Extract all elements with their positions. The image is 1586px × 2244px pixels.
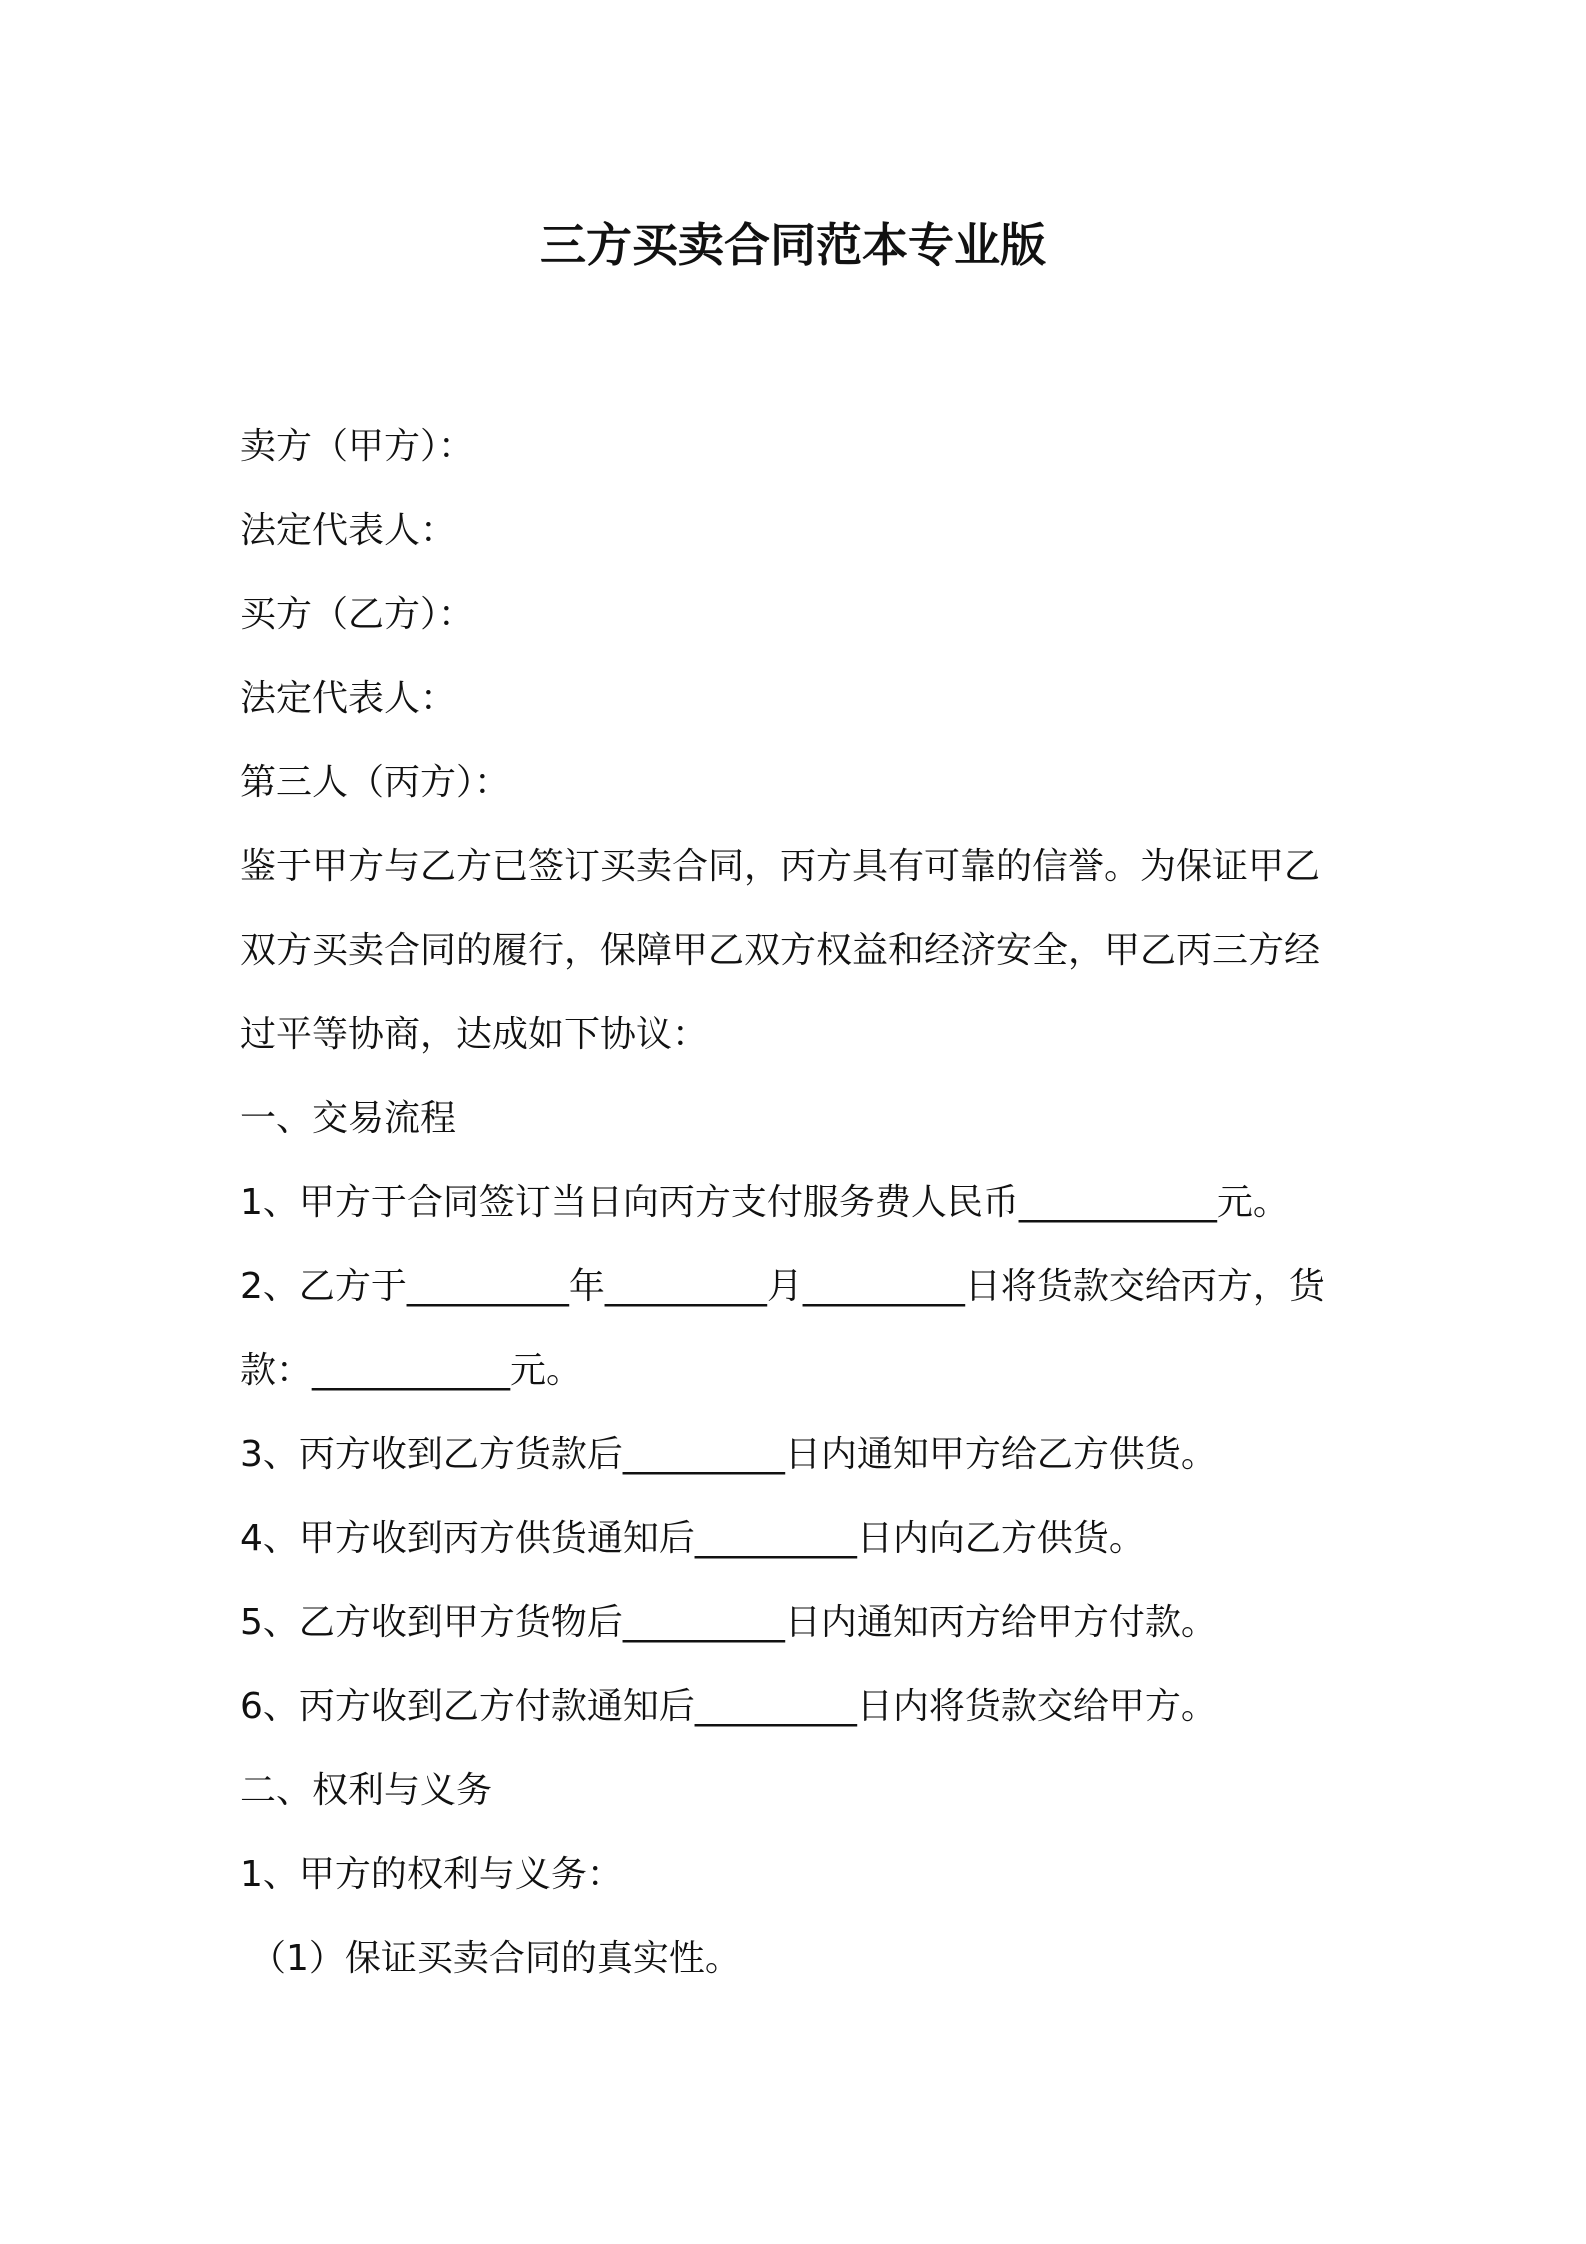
seller-representative-line: 法定代表人： xyxy=(240,510,457,551)
clause-2-line-1: 2、乙方于_________年_________月_________日将货款交给丙方，货 xyxy=(240,1266,1325,1307)
preamble-line-3: 过平等协商，达成如下协议： xyxy=(240,1014,709,1055)
clause-6: 6、丙方收到乙方付款通知后_________日内将货款交给甲方。 xyxy=(240,1686,1217,1727)
third-party-line: 第三人（丙方）： xyxy=(240,762,511,803)
clause-2-line-2: 款：___________元。 xyxy=(240,1350,583,1391)
document-title: 三方买卖合同范本专业版 xyxy=(540,218,1046,272)
section-heading-transaction: 一、交易流程 xyxy=(240,1098,457,1139)
subclause-1: （1）保证买卖合同的真实性。 xyxy=(250,1938,741,1979)
clause-1: 1、甲方于合同签订当日向丙方支付服务费人民币___________元。 xyxy=(240,1182,1289,1223)
preamble-line-2: 双方买卖合同的履行，保障甲乙双方权益和经济安全，甲乙丙三方经 xyxy=(240,930,1321,971)
preamble-line-1: 鉴于甲方与乙方已签订买卖合同，丙方具有可靠的信誉。为保证甲乙 xyxy=(240,846,1321,887)
document-body xyxy=(240,405,1360,2001)
clause-3: 3、丙方收到乙方货款后_________日内通知甲方给乙方供货。 xyxy=(240,1434,1217,1475)
buyer-representative-line: 法定代表人： xyxy=(240,678,457,719)
seller-party-line: 卖方（甲方）： xyxy=(240,426,475,467)
clause-4: 4、甲方收到丙方供货通知后_________日内向乙方供货。 xyxy=(240,1518,1145,1559)
clause-5: 5、乙方收到甲方货物后_________日内通知丙方给甲方付款。 xyxy=(240,1602,1217,1643)
subsection-party-a-rights: 1、甲方的权利与义务： xyxy=(240,1854,623,1895)
buyer-party-line: 买方（乙方）： xyxy=(240,594,475,635)
section-heading-rights: 二、权利与义务 xyxy=(240,1770,493,1811)
